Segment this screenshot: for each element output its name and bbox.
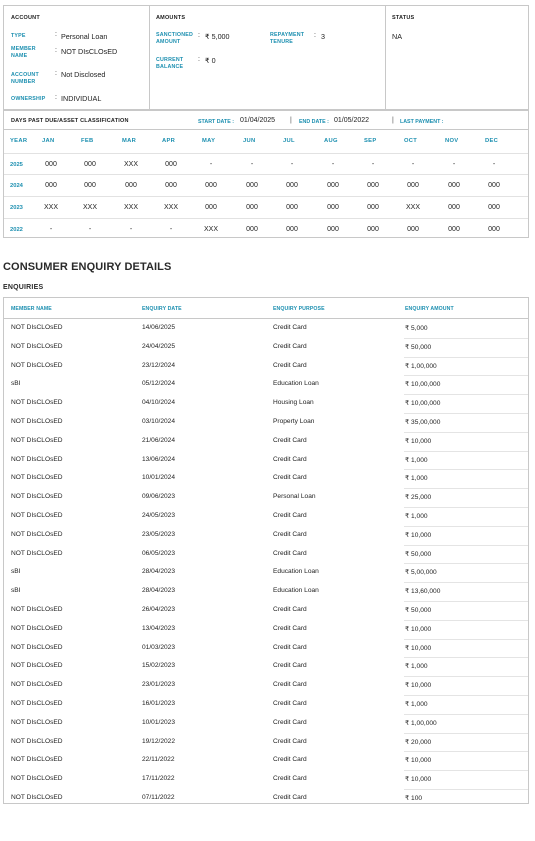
member-name-value: NOT DIsCLOsED — [61, 47, 118, 56]
dpd-year: 2023 — [10, 205, 23, 211]
dpd-cell: XXX — [123, 204, 138, 211]
enquiry-date-cell: 15/02/2023 — [142, 662, 176, 670]
enquiry-purpose-cell: Credit Card — [273, 530, 307, 538]
dpd-title: DAYS PAST DUE/ASSET CLASSIFICATION — [11, 118, 129, 124]
enquiry-amount-cell: ₹ 1,000 — [405, 663, 428, 671]
dpd-cell: 000 — [84, 182, 96, 189]
dpd-column-header: YEAR — [10, 138, 28, 144]
enquiry-purpose-cell: Credit Card — [273, 643, 307, 651]
member-name-cell: NOT DIsCLOsED — [11, 512, 63, 519]
row-divider — [4, 153, 528, 154]
colon: : — [55, 70, 57, 77]
row-divider — [404, 432, 528, 433]
dpd-year: 2024 — [10, 183, 23, 189]
enquiry-date-cell: 04/10/2024 — [142, 399, 176, 407]
dpd-cell: 000 — [165, 161, 177, 168]
consumer-enquiry-title: CONSUMER ENQUIRY DETAILS — [3, 261, 172, 273]
dpd-cell: XXX — [163, 204, 178, 211]
enquiry-date-cell: 28/04/2023 — [142, 568, 176, 576]
dpd-cell: 000 — [286, 204, 298, 211]
enquiry-amount-cell: ₹ 20,000 — [405, 738, 432, 746]
enquiry-purpose-cell: Education Loan — [273, 380, 319, 388]
enquiry-row — [4, 563, 528, 582]
colon: : — [314, 32, 316, 39]
enquiry-date-cell: 03/10/2024 — [142, 418, 176, 425]
enquiry-purpose-cell: Credit Card — [273, 361, 307, 369]
enquiry-purpose-cell: Credit Card — [273, 606, 307, 613]
enquiry-date-cell: 09/06/2023 — [142, 493, 176, 501]
end-date-value: 01/05/2022 — [334, 117, 370, 124]
enquiry-purpose-cell: Credit Card — [273, 624, 307, 632]
enquiry-row — [4, 601, 528, 620]
enquiry-purpose-cell: Credit Card — [273, 775, 307, 783]
enquiry-amount-cell: ₹ 1,00,000 — [405, 719, 437, 727]
enquiry-row — [4, 770, 528, 789]
header-member-name: MEMBER NAME — [11, 306, 52, 312]
member-name-cell: sBI — [11, 587, 21, 595]
dpd-cell: 000 — [367, 204, 379, 211]
status-section-label: STATUS — [392, 15, 415, 21]
repayment-tenure-value: 3 — [321, 32, 325, 41]
dpd-column-header: NOV — [445, 138, 459, 144]
enquiry-amount-cell: ₹ 1,000 — [405, 475, 428, 483]
enquiry-date-cell: 24/05/2023 — [142, 512, 176, 519]
enquiries-subtitle: ENQUIRIES — [3, 284, 44, 291]
enquiry-date-cell: 13/04/2023 — [142, 624, 176, 632]
enquiry-purpose-cell: Credit Card — [273, 512, 307, 519]
start-date-label: START DATE : — [198, 119, 234, 125]
row-divider — [4, 218, 528, 219]
enquiry-date-cell: 10/01/2023 — [142, 718, 176, 726]
ownership-value: INDIVIDUAL — [61, 94, 102, 103]
dpd-cell: 000 — [286, 182, 298, 189]
enquiry-amount-cell: ₹ 100 — [405, 795, 423, 802]
dpd-cell: 000 — [448, 204, 460, 211]
dpd-cell: - — [411, 161, 415, 168]
enquiry-date-cell: 24/04/2025 — [142, 342, 176, 350]
enquiry-purpose-cell: Personal Loan — [273, 493, 316, 501]
enquiry-row — [4, 375, 528, 394]
member-name-cell: NOT DIsCLOsED — [11, 662, 63, 670]
row-divider — [404, 469, 528, 470]
start-date-value: 01/04/2025 — [240, 117, 276, 124]
member-name-cell: NOT DIsCLOsED — [11, 361, 63, 369]
separator: | — [392, 117, 394, 124]
dpd-cell: - — [331, 161, 335, 168]
row-divider — [4, 196, 528, 197]
enquiry-amount-cell: ₹ 1,000 — [405, 513, 428, 520]
enquiry-purpose-cell: Credit Card — [273, 342, 307, 350]
member-name-cell: NOT DIsCLOsED — [11, 718, 63, 726]
dpd-cell: - — [492, 161, 496, 168]
dpd-column-header: JAN — [42, 138, 55, 144]
ownership-label: OWNERSHIP — [11, 96, 46, 102]
enquiry-amount-cell: ₹ 10,000 — [405, 531, 432, 539]
dpd-cell: 000 — [45, 161, 57, 168]
enquiry-row — [4, 526, 528, 545]
row-divider — [404, 639, 528, 640]
enquiry-purpose-cell: Credit Card — [273, 681, 307, 689]
dpd-column-header: JUN — [243, 138, 256, 144]
enquiry-row — [4, 338, 528, 357]
enquiry-date-cell: 23/05/2023 — [142, 530, 176, 538]
dpd-header-bar — [4, 109, 528, 130]
dpd-cell: 000 — [488, 182, 500, 189]
dpd-column-header: DEC — [485, 138, 499, 144]
current-balance-value: ₹ 0 — [205, 56, 216, 65]
dpd-cell: - — [169, 226, 173, 233]
account-number-label: ACCOUNT NUMBER — [11, 72, 39, 85]
dpd-cell: XXX — [43, 204, 58, 211]
member-name-cell: NOT DIsCLOsED — [11, 399, 63, 407]
enquiry-date-cell: 13/06/2024 — [142, 455, 176, 463]
dpd-cell: 000 — [205, 204, 217, 211]
dpd-cell: - — [371, 161, 375, 168]
enquiry-row — [4, 733, 528, 752]
dpd-cell: 000 — [286, 226, 298, 233]
enquiry-row — [4, 394, 528, 413]
repayment-tenure-label: REPAYMENT TENURE — [270, 32, 305, 45]
member-name-cell: NOT DIsCLOsED — [11, 737, 63, 745]
enquiry-row — [4, 695, 528, 714]
enquiry-date-cell: 26/04/2023 — [142, 606, 176, 613]
type-label: TYPE — [11, 33, 26, 39]
account-summary — [4, 6, 528, 109]
enquiry-row — [4, 789, 528, 808]
enquiry-amount-cell: ₹ 10,000 — [405, 776, 432, 784]
enquiry-purpose-cell: Credit Card — [273, 718, 307, 726]
enquiries-table-header — [4, 298, 528, 319]
member-name-cell: NOT DIsCLOsED — [11, 530, 63, 538]
colon: : — [55, 47, 57, 54]
dpd-cell: - — [452, 161, 456, 168]
row-divider — [404, 676, 528, 677]
member-name-cell: NOT DIsCLOsED — [11, 436, 63, 444]
enquiry-row — [4, 639, 528, 658]
enquiry-purpose-cell: Credit Card — [273, 455, 307, 463]
dpd-cell: 000 — [448, 226, 460, 233]
dpd-cell: XXX — [405, 204, 420, 211]
dpd-column-header: APR — [162, 138, 176, 144]
account-section-label: ACCOUNT — [11, 15, 40, 21]
enquiry-row — [4, 657, 528, 676]
enquiry-row — [4, 507, 528, 526]
row-divider — [4, 174, 528, 175]
member-name-cell: NOT DIsCLOsED — [11, 418, 63, 425]
member-name-cell: NOT DIsCLOsED — [11, 700, 63, 707]
dpd-cell: 000 — [246, 182, 258, 189]
enquiry-row — [4, 545, 528, 564]
member-name-label: MEMBER NAME — [11, 46, 36, 59]
amounts-section-label: AMOUNTS — [156, 15, 186, 21]
dpd-column-header: MAR — [122, 138, 137, 144]
dpd-cell: - — [209, 161, 213, 168]
enquiry-amount-cell: ₹ 10,000 — [405, 644, 432, 652]
dpd-cell: XXX — [203, 226, 218, 233]
enquiry-amount-cell: ₹ 10,000 — [405, 757, 432, 765]
enquiry-purpose-cell: Education Loan — [273, 587, 319, 595]
dpd-cell: 000 — [488, 204, 500, 211]
member-name-cell: NOT DIsCLOsED — [11, 493, 63, 501]
row-divider — [404, 451, 528, 452]
sanctioned-amount-value: ₹ 5,000 — [205, 32, 230, 41]
enquiry-date-cell: 14/06/2025 — [142, 324, 176, 331]
enquiry-amount-cell: ₹ 10,00,000 — [405, 381, 441, 389]
account-number-value: Not Disclosed — [61, 70, 106, 79]
dpd-column-header: SEP — [364, 138, 377, 144]
colon: : — [55, 94, 57, 101]
enquiry-date-cell: 23/01/2023 — [142, 681, 176, 689]
enquiry-amount-cell: ₹ 10,00,000 — [405, 400, 441, 408]
enquiry-purpose-cell: Credit Card — [273, 474, 307, 482]
enquiry-amount-cell: ₹ 50,000 — [405, 607, 432, 614]
enquiry-row — [4, 714, 528, 733]
row-divider — [404, 751, 528, 752]
enquiry-date-cell: 21/06/2024 — [142, 436, 176, 444]
enquiry-purpose-cell: Credit Card — [273, 794, 307, 801]
member-name-cell: sBI — [11, 568, 21, 576]
dpd-cell: XXX — [82, 204, 97, 211]
enquiry-date-cell: 05/12/2024 — [142, 380, 176, 388]
row-divider — [404, 357, 528, 358]
enquiry-row — [4, 413, 528, 432]
row-divider — [404, 563, 528, 564]
row-divider — [404, 394, 528, 395]
enquiry-amount-cell: ₹ 1,00,000 — [405, 362, 437, 370]
member-name-cell: NOT DIsCLOsED — [11, 455, 63, 463]
dpd-cell: - — [250, 161, 254, 168]
enquiry-date-cell: 17/11/2022 — [142, 775, 175, 783]
dpd-year: 2022 — [10, 227, 23, 233]
member-name-cell: NOT DIsCLOsED — [11, 756, 63, 764]
member-name-cell: NOT DIsCLOsED — [11, 624, 63, 632]
enquiry-purpose-cell: Credit Card — [273, 700, 307, 707]
enquiry-amount-cell: ₹ 10,000 — [405, 625, 432, 633]
enquiry-amount-cell: ₹ 10,000 — [405, 437, 432, 445]
enquiry-amount-cell: ₹ 13,60,000 — [405, 588, 441, 596]
enquiries-table — [3, 297, 529, 804]
enquiry-row — [4, 357, 528, 376]
status-value: NA — [392, 32, 402, 41]
row-divider — [404, 733, 528, 734]
member-name-cell: sBI — [11, 380, 21, 388]
row-divider — [404, 657, 528, 658]
enquiry-row — [4, 488, 528, 507]
dpd-cell: 000 — [45, 182, 57, 189]
enquiry-row — [4, 676, 528, 695]
enquiry-date-cell: 16/01/2023 — [142, 700, 176, 707]
dpd-cell: 000 — [246, 204, 258, 211]
enquiry-row — [4, 620, 528, 639]
row-divider — [404, 375, 528, 376]
enquiry-amount-cell: ₹ 10,000 — [405, 682, 432, 690]
enquiry-date-cell: 07/11/2022 — [142, 794, 175, 801]
member-name-cell: NOT DIsCLOsED — [11, 775, 63, 783]
row-divider — [404, 582, 528, 583]
dpd-cell: - — [49, 226, 53, 233]
enquiry-amount-cell: ₹ 5,00,000 — [405, 569, 437, 577]
colon: : — [55, 31, 57, 38]
colon: : — [198, 56, 200, 63]
enquiry-purpose-cell: Credit Card — [273, 436, 307, 444]
dpd-cell: 000 — [407, 182, 419, 189]
enquiry-date-cell: 28/04/2023 — [142, 587, 176, 595]
dpd-cell: 000 — [165, 182, 177, 189]
enquiry-purpose-cell: Housing Loan — [273, 399, 314, 407]
row-divider — [404, 545, 528, 546]
dpd-cell: 000 — [84, 161, 96, 168]
separator: | — [290, 117, 292, 124]
row-divider — [404, 770, 528, 771]
dpd-cell: 000 — [246, 226, 258, 233]
row-divider — [404, 620, 528, 621]
row-divider — [404, 488, 528, 489]
enquiry-date-cell: 23/12/2024 — [142, 361, 176, 369]
member-name-cell: NOT DIsCLOsED — [11, 324, 63, 331]
dpd-cell: 000 — [125, 182, 137, 189]
enquiry-amount-cell: ₹ 25,000 — [405, 494, 432, 502]
current-balance-label: CURRENT BALANCE — [156, 57, 184, 70]
enquiry-row — [4, 751, 528, 770]
account-details-card — [3, 5, 529, 238]
enquiry-date-cell: 22/11/2022 — [142, 756, 175, 764]
last-payment-label: LAST PAYMENT : — [400, 119, 444, 125]
member-name-cell: NOT DIsCLOsED — [11, 606, 63, 613]
enquiry-purpose-cell: Credit Card — [273, 737, 307, 745]
enquiry-purpose-cell: Credit Card — [273, 549, 307, 557]
row-divider — [404, 338, 528, 339]
enquiry-purpose-cell: Property Loan — [273, 418, 315, 425]
dpd-cell: 000 — [367, 182, 379, 189]
dpd-cell: 000 — [448, 182, 460, 189]
header-enquiry-amount: ENQUIRY AMOUNT — [405, 306, 454, 312]
enquiry-row — [4, 582, 528, 601]
dpd-column-header: FEB — [81, 138, 94, 144]
dpd-column-header: OCT — [404, 138, 418, 144]
member-name-cell: NOT DIsCLOsED — [11, 342, 63, 350]
header-enquiry-purpose: ENQUIRY PURPOSE — [273, 306, 325, 312]
enquiry-row — [4, 451, 528, 470]
column-divider — [385, 6, 386, 109]
enquiry-row — [4, 432, 528, 451]
member-name-cell: NOT DIsCLOsED — [11, 681, 63, 689]
enquiry-amount-cell: ₹ 1,000 — [405, 456, 428, 464]
dpd-cell: 000 — [327, 182, 339, 189]
enquiry-amount-cell: ₹ 50,000 — [405, 550, 432, 558]
dpd-year: 2025 — [10, 162, 23, 168]
enquiry-amount-cell: ₹ 50,000 — [405, 343, 432, 351]
enquiry-purpose-cell: Credit Card — [273, 756, 307, 764]
enquiry-date-cell: 06/05/2023 — [142, 549, 176, 557]
dpd-cell: 000 — [367, 226, 379, 233]
dpd-cell: - — [129, 226, 133, 233]
dpd-column-header: MAY — [202, 138, 216, 144]
enquiry-amount-cell: ₹ 1,000 — [405, 701, 428, 708]
column-divider — [149, 6, 150, 109]
enquiry-purpose-cell: Credit Card — [273, 324, 307, 331]
enquiry-purpose-cell: Education Loan — [273, 568, 319, 576]
dpd-cell: 000 — [205, 182, 217, 189]
dpd-cell: 000 — [407, 226, 419, 233]
enquiry-purpose-cell: Credit Card — [273, 662, 307, 670]
row-divider — [404, 601, 528, 602]
enquiry-amount-cell: ₹ 5,000 — [405, 325, 428, 332]
colon: : — [198, 32, 200, 39]
row-divider — [404, 789, 528, 790]
row-divider — [404, 526, 528, 527]
member-name-cell: NOT DIsCLOsED — [11, 643, 63, 651]
type-value: Personal Loan — [61, 32, 108, 41]
row-divider — [404, 695, 528, 696]
dpd-cell: XXX — [123, 161, 138, 168]
enquiry-row — [4, 319, 528, 338]
member-name-cell: NOT DIsCLOsED — [11, 474, 63, 482]
row-divider — [404, 507, 528, 508]
enquiry-date-cell: 01/03/2023 — [142, 643, 176, 651]
enquiry-amount-cell: ₹ 35,00,000 — [405, 419, 441, 426]
enquiry-date-cell: 19/12/2022 — [142, 737, 176, 745]
dpd-column-header: JUL — [283, 138, 295, 144]
dpd-cell: 000 — [327, 226, 339, 233]
dpd-cell: - — [88, 226, 92, 233]
end-date-label: END DATE : — [299, 119, 329, 125]
header-enquiry-date: ENQUIRY DATE — [142, 306, 182, 312]
enquiry-date-cell: 10/01/2024 — [142, 474, 176, 482]
row-divider — [404, 714, 528, 715]
member-name-cell: NOT DIsCLOsED — [11, 549, 63, 557]
enquiry-row — [4, 469, 528, 488]
dpd-column-header: AUG — [324, 138, 338, 144]
dpd-cell: 000 — [327, 204, 339, 211]
sanctioned-amount-label: SANCTIONED AMOUNT — [156, 32, 194, 45]
member-name-cell: NOT DIsCLOsED — [11, 794, 63, 801]
dpd-cell: - — [290, 161, 294, 168]
dpd-cell: 000 — [488, 226, 500, 233]
row-divider — [404, 413, 528, 414]
